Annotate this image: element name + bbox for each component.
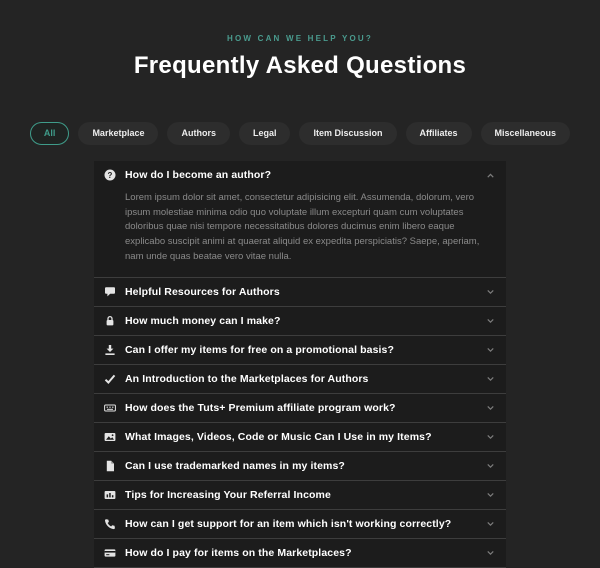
faq-item-how-do-i-pay-for-items-on-the-marketplac xyxy=(94,538,506,568)
image-icon xyxy=(104,431,116,443)
faq-item-an-introduction-to-the-marketplaces-for- xyxy=(94,364,506,393)
faq-item-tips-for-increasing-your-referral-income xyxy=(94,480,506,509)
check-icon xyxy=(104,373,116,385)
filter-tab-label: Legal xyxy=(252,128,277,138)
faq-question-row[interactable] xyxy=(94,452,506,480)
faq-item-how-does-the-tuts-premium-affiliate-prog xyxy=(94,393,506,422)
faq-item-what-images-videos-code-or-music-can-i-u xyxy=(94,422,506,451)
tab-affiliates[interactable] xyxy=(406,122,472,145)
credit-card-icon xyxy=(104,547,116,559)
chevron-up-icon[interactable] xyxy=(484,169,496,181)
faq-question: What Images, Videos, Code or Music Can I Use in my Items? xyxy=(125,430,432,443)
filter-tab-label: Item Discussion xyxy=(313,128,383,138)
filter-tabs xyxy=(0,122,600,145)
faq-question: Helpful Resources for Authors xyxy=(125,285,280,298)
faq-question-row[interactable] xyxy=(94,278,506,306)
tab-all[interactable] xyxy=(30,122,70,145)
tab-authors[interactable] xyxy=(167,122,230,145)
phone-icon xyxy=(104,518,116,530)
faq-answer: Lorem ipsum dolor sit amet, consectetur adipisicing elit. Assumenda, dolorum, vero ipsum molestiae minima odio quo voluptate illum excepturi quam cum voluptates doloribus quae nisi tempore necessitatibus dolores ducimus enim libero eaque explicabo suscipit animi at quaerat aliquid ex expedita perspiciatis? Saepe, aperiam, nam unde quas beatae vero vitae nulla. xyxy=(125,192,480,262)
chevron-down-icon[interactable] xyxy=(484,547,496,559)
filter-tab-label: Authors xyxy=(181,128,216,138)
tab-miscellaneous[interactable] xyxy=(481,122,571,145)
faq-question-row[interactable] xyxy=(94,394,506,422)
chevron-down-icon[interactable] xyxy=(484,286,496,298)
tab-legal[interactable] xyxy=(239,122,291,145)
svg-text:?: ? xyxy=(107,170,113,180)
chevron-down-icon[interactable] xyxy=(484,460,496,472)
faq-question: How can I get support for an item which isn't working correctly? xyxy=(125,517,452,530)
chevron-down-icon[interactable] xyxy=(484,373,496,385)
faq-question-row[interactable] xyxy=(94,539,506,567)
faq-item-how-do-i-become-an-author xyxy=(94,161,506,277)
download-icon xyxy=(104,344,116,356)
chevron-down-icon[interactable] xyxy=(484,518,496,530)
faq-question: Can I use trademarked names in my items? xyxy=(125,459,345,472)
lock-icon xyxy=(104,315,116,327)
tab-item-discussion[interactable] xyxy=(299,122,396,145)
faq-question: An Introduction to the Marketplaces for Authors xyxy=(125,372,369,385)
faq-question-row[interactable] xyxy=(94,365,506,393)
faq-item-how-can-i-get-support-for-an-item-which- xyxy=(94,509,506,538)
page-title: Frequently Asked Questions xyxy=(133,52,467,79)
tab-marketplace[interactable] xyxy=(78,122,158,145)
chevron-down-icon[interactable] xyxy=(484,402,496,414)
faq-item-helpful-resources-for-authors xyxy=(94,277,506,306)
chevron-down-icon[interactable] xyxy=(484,344,496,356)
faq-question-row[interactable] xyxy=(94,336,506,364)
filter-tab-label: Miscellaneous xyxy=(494,128,557,138)
filter-tab-label: Affiliates xyxy=(419,128,458,138)
faq-question: Can I offer my items for free on a promotional basis? xyxy=(125,343,395,356)
chevron-down-icon[interactable] xyxy=(484,431,496,443)
chevron-down-icon[interactable] xyxy=(484,489,496,501)
faq-question-row[interactable] xyxy=(94,307,506,335)
faq-question-row[interactable] xyxy=(94,510,506,538)
filter-tab-label: All xyxy=(43,128,56,138)
faq-question-row[interactable] xyxy=(94,423,506,451)
bar-chart-icon xyxy=(104,489,116,501)
faq-question: How much money can I make? xyxy=(125,314,281,327)
comment-icon xyxy=(104,286,116,298)
faq-question: Tips for Increasing Your Referral Income xyxy=(125,488,331,501)
faq-question: How do I pay for items on the Marketplaces? xyxy=(125,546,352,559)
file-icon xyxy=(104,460,116,472)
question-circle-icon xyxy=(104,169,116,181)
chevron-down-icon[interactable] xyxy=(484,315,496,327)
eyebrow-heading: HOW CAN WE HELP YOU? xyxy=(227,34,373,43)
faq-item-can-i-use-trademarked-names-in-my-items xyxy=(94,451,506,480)
faq-accordion xyxy=(94,161,506,568)
faq-question-row[interactable] xyxy=(94,161,506,189)
filter-tab-label: Marketplace xyxy=(92,128,145,138)
faq-question: How does the Tuts+ Premium affiliate program work? xyxy=(125,401,396,414)
keyboard-icon xyxy=(104,402,116,414)
faq-item-can-i-offer-my-items-for-free-on-a-promo xyxy=(94,335,506,364)
faq-question: How do I become an author? xyxy=(125,169,272,181)
faq-item-how-much-money-can-i-make xyxy=(94,306,506,335)
faq-question-row[interactable] xyxy=(94,481,506,509)
